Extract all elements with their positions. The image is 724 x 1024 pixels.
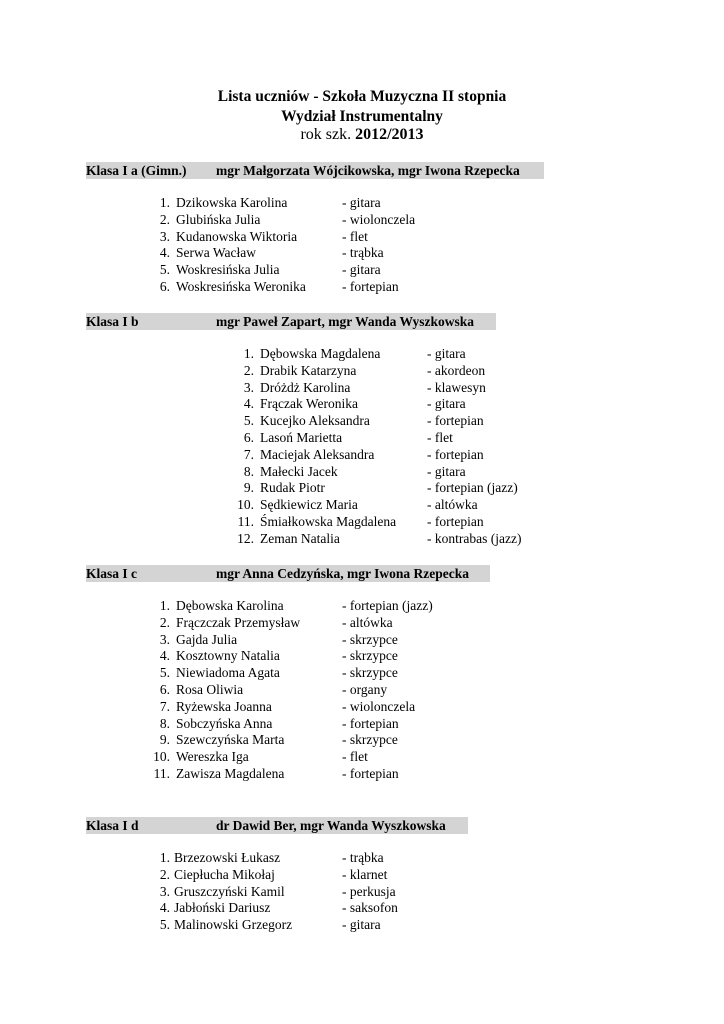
student-instrument: - altówka [427, 497, 478, 513]
student-name: Dzikowska Karolina [176, 195, 288, 210]
student-name: Zeman Natalia [260, 530, 340, 546]
student-instrument: - gitara [342, 195, 381, 210]
student-instrument: - fortepian [342, 765, 399, 781]
student-number: 2. [159, 866, 170, 882]
student-instrument: - organy [342, 681, 388, 697]
student-number: 4. [159, 648, 170, 664]
student-name: Rudak Piotr [260, 480, 325, 496]
student-name: Kucejko Aleksandra [260, 413, 370, 429]
student-instrument: - skrzypce [342, 631, 398, 647]
student-instrument: - wiolonczela [342, 211, 416, 227]
student-name: Malinowski Grzegorz [174, 917, 293, 933]
student-instrument: - saksofon [342, 900, 398, 916]
student-number: 9. [159, 732, 170, 748]
student-name: Szewczyńska Marta [176, 732, 285, 748]
student-instrument: - kontrabas (jazz) [427, 530, 522, 546]
student-instrument: - flet [342, 228, 368, 244]
student-instrument: - trąbka [342, 245, 384, 261]
student-instrument: - flet [342, 749, 368, 765]
student-name: Brzezowski Łukasz [174, 850, 281, 865]
student-number: 5. [159, 917, 170, 933]
title-line-1: Lista uczniów - Szkoła Muzyczna II stopnia [217, 88, 507, 105]
student-name: Gruszczyński Kamil [174, 883, 285, 899]
student-instrument: - fortepian [427, 446, 484, 462]
student-name: Zawisza Magdalena [176, 765, 285, 781]
student-number: 3. [159, 228, 170, 244]
student-number: 2. [159, 614, 170, 630]
student-name: Gajda Julia [176, 631, 238, 647]
class-teachers: mgr Anna Cedzyńska, mgr Iwona Rzepecka [216, 566, 470, 581]
student-name: Lasoń Marietta [260, 429, 343, 445]
student-name: Niewiadoma Agata [176, 665, 280, 681]
student-instrument: - klarnet [342, 866, 388, 882]
student-instrument: - gitara [427, 346, 466, 361]
student-number: 3. [159, 883, 170, 899]
student-instrument: - wiolonczela [342, 698, 416, 714]
student-name: Kudanowska Wiktoria [176, 228, 298, 244]
student-instrument: - fortepian (jazz) [342, 598, 433, 613]
section-header-klasa-ib [86, 313, 496, 330]
student-instrument: - skrzypce [342, 665, 398, 681]
student-number: 5. [159, 262, 170, 278]
class-name: Klasa I b [86, 314, 139, 329]
student-number: 4. [159, 900, 170, 916]
student-number: 11. [237, 513, 254, 529]
student-name: Dębowska Karolina [176, 598, 284, 613]
student-instrument: - gitara [342, 917, 381, 933]
student-instrument: - skrzypce [342, 648, 398, 664]
student-name: Woskresińska Weronika [176, 278, 306, 294]
student-number: 8. [159, 715, 170, 731]
student-instrument: - fortepian [342, 278, 399, 294]
student-name: Dębowska Magdalena [260, 346, 381, 361]
student-number: 2. [159, 211, 170, 227]
student-number: 6. [159, 681, 170, 697]
student-instrument: - flet [427, 429, 453, 445]
student-number: 5. [243, 413, 254, 429]
student-name: Sobczyńska Anna [176, 715, 273, 731]
student-instrument: - fortepian (jazz) [427, 480, 518, 496]
student-number: 5. [159, 665, 170, 681]
student-number: 7. [243, 446, 254, 462]
school-year-value: 2012/2013 [355, 126, 424, 143]
student-number: 3. [243, 379, 254, 395]
student-name: Jabłoński Dariusz [174, 900, 271, 916]
title-line-2: Wydział Instrumentalny [281, 108, 443, 125]
class-teachers: mgr Paweł Zapart, mgr Wanda Wyszkowska [216, 314, 475, 329]
student-name: Śmiałkowska Magdalena [260, 513, 397, 529]
student-instrument: - skrzypce [342, 732, 398, 748]
student-number: 9. [243, 480, 254, 496]
student-name: Frączczak Przemysław [176, 614, 301, 630]
student-number: 3. [159, 631, 170, 647]
class-teachers: dr Dawid Ber, mgr Wanda Wyszkowska [216, 818, 446, 833]
student-instrument: - fortepian [427, 413, 484, 429]
student-name: Drabik Katarzyna [260, 362, 357, 378]
student-instrument: - gitara [342, 262, 381, 278]
student-number: 1. [159, 195, 170, 210]
student-instrument: - gitara [427, 463, 466, 479]
student-number: 2. [243, 362, 254, 378]
section-header-klasa-ia [86, 162, 544, 179]
student-instrument: - altówka [342, 614, 393, 630]
student-number: 12. [237, 530, 254, 546]
student-number: 8. [243, 463, 254, 479]
student-number: 10. [153, 749, 170, 765]
student-name: Woskresińska Julia [176, 262, 280, 278]
student-number: 4. [159, 245, 170, 261]
student-name: Wereszka Iga [176, 749, 249, 765]
student-instrument: - klawesyn [427, 379, 486, 395]
student-number: 1. [159, 598, 170, 613]
school-year-prefix: rok szk. [300, 126, 356, 143]
student-name: Małecki Jacek [260, 463, 338, 479]
student-name: Rosa Oliwia [176, 681, 244, 697]
class-teachers: mgr Małgorzata Wójcikowska, mgr Iwona Rzepecka [216, 163, 520, 178]
student-number: 1. [159, 850, 170, 865]
student-number: 10. [237, 497, 254, 513]
student-name: Kosztowny Natalia [176, 648, 280, 664]
student-number: 1. [243, 346, 254, 361]
student-instrument: - fortepian [342, 715, 399, 731]
student-name: Ryżewska Joanna [176, 698, 272, 714]
class-name: Klasa I a (Gimn.) [86, 163, 187, 178]
class-name: Klasa I d [86, 818, 139, 833]
student-number: 6. [243, 429, 254, 445]
student-instrument: - akordeon [427, 362, 486, 378]
school-year [0, 125, 724, 144]
student-instrument: - fortepian [427, 513, 484, 529]
student-instrument: - trąbka [342, 850, 384, 865]
student-name: Frączak Weronika [260, 396, 358, 412]
class-name: Klasa I c [86, 566, 138, 581]
student-number: 6. [159, 278, 170, 294]
student-number: 4. [243, 396, 254, 412]
student-instrument: - perkusja [342, 883, 396, 899]
student-name: Sędkiewicz Maria [260, 497, 358, 513]
student-name: Glubińska Julia [176, 211, 261, 227]
section-header-klasa-id [86, 817, 468, 834]
student-number: 11. [153, 765, 170, 781]
student-name: Maciejak Aleksandra [260, 446, 375, 462]
student-instrument: - gitara [427, 396, 466, 412]
student-name: Serwa Wacław [176, 245, 257, 261]
section-header-klasa-ic [86, 565, 490, 582]
student-number: 7. [159, 698, 170, 714]
student-name: Ciepłucha Mikołaj [174, 866, 275, 882]
student-name: Dróżdż Karolina [260, 379, 351, 395]
